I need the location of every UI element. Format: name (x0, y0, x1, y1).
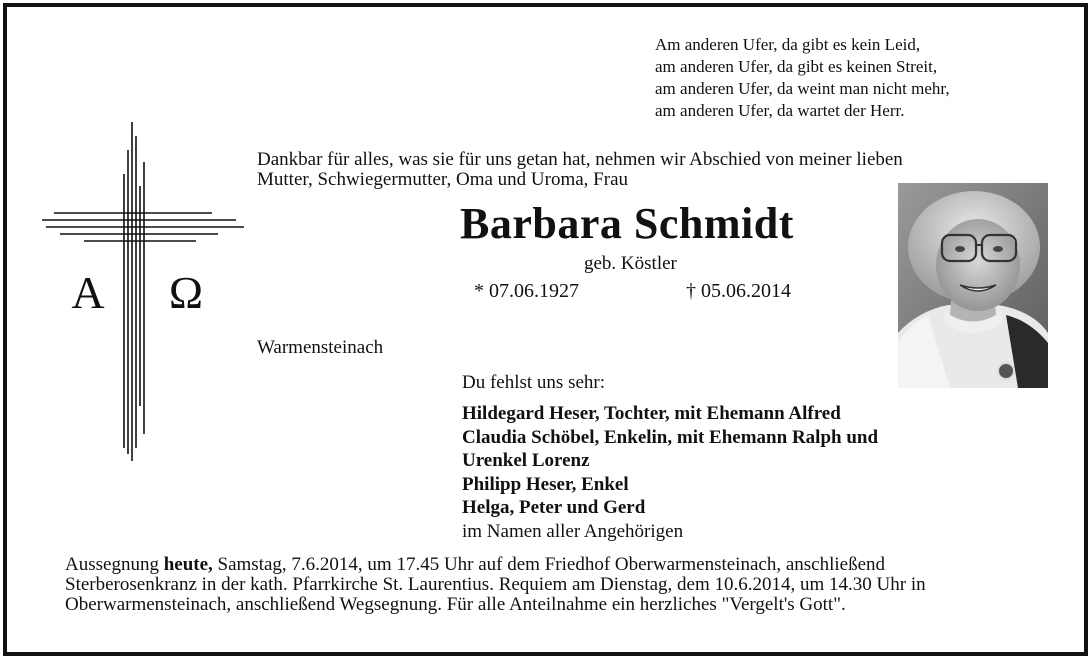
funeral-line: Oberwarmensteinach, anschließend Wegsegnung. Für alle Anteilnahme ein herzliches "Vergelt's Gott". (65, 594, 846, 615)
poem-line: am anderen Ufer, da gibt es keinen Streit, (655, 57, 938, 76)
cross-alpha-omega-icon (36, 116, 248, 462)
funeral-text: Aussegnung (65, 554, 164, 575)
alpha-symbol: A (71, 267, 105, 318)
intro-line: Dankbar für alles, was sie für uns getan hat, nehmen wir Abschied von meiner lieben (257, 149, 903, 170)
mourner-line: Urenkel Lorenz (462, 450, 590, 471)
mourner-line: Philipp Heser, Enkel (462, 473, 629, 495)
poem-line: Am anderen Ufer, da gibt es kein Leid, (655, 35, 921, 54)
funeral-today: heute, (163, 554, 213, 575)
missing-text: Du fehlst uns sehr: (462, 372, 606, 393)
poem (655, 34, 950, 122)
portrait-photo (898, 183, 1048, 388)
funeral-text: Samstag, 7.6.2014, um 17.45 Uhr auf dem Friedhof Oberwarmensteinach, anschließend (212, 554, 886, 575)
funeral-details (65, 555, 926, 615)
death-date: † 05.06.2014 (686, 280, 791, 302)
funeral-line (65, 555, 926, 575)
mourners-footer: im Namen aller Angehörigen (462, 520, 684, 542)
birth-date: * 07.06.1927 (474, 280, 579, 302)
omega-symbol: Ω (168, 267, 204, 318)
mourner-line: Hildegard Heser, Tochter, mit Ehemann Alfred (462, 403, 841, 424)
mourners-list (462, 402, 878, 543)
poem-line: am anderen Ufer, da weint man nicht mehr, (655, 79, 950, 98)
deceased-name: Barbara Schmidt (460, 199, 794, 248)
funeral-line: Sterberosenkranz in der kath. Pfarrkirche St. Laurentius. Requiem am Dienstag, dem 10.6.2014, um 14.30 Uhr in (65, 574, 926, 595)
mourner-line: Claudia Schöbel, Enkelin, mit Ehemann Ralph und (462, 426, 879, 448)
mourner-line: Helga, Peter und Gerd (462, 497, 646, 518)
birth-name: geb. Köstler (584, 253, 677, 274)
intro-line: Mutter, Schwiegermutter, Oma und Uroma, Frau (257, 169, 629, 190)
intro-text (257, 150, 903, 190)
town: Warmensteinach (257, 337, 384, 358)
poem-line: am anderen Ufer, da wartet der Herr. (655, 101, 905, 120)
